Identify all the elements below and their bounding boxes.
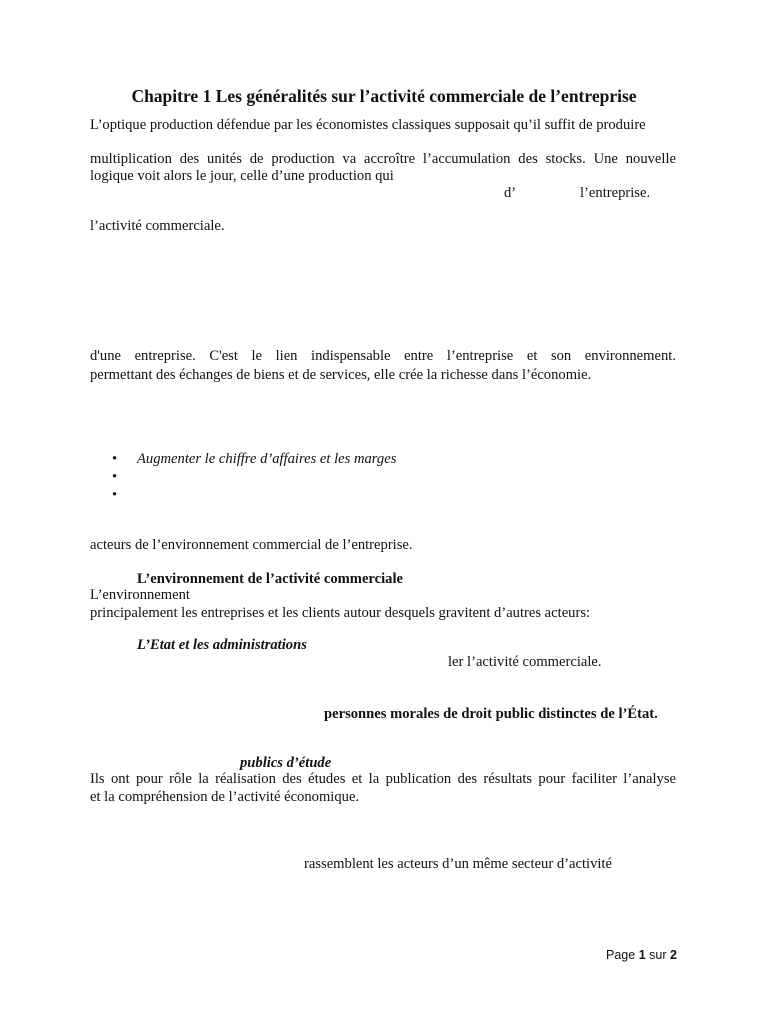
paragraph-line: acteurs de l’environnement commercial de l’entreprise. bbox=[90, 537, 413, 553]
paragraph-line: et la compréhension de l’activité économique. bbox=[90, 789, 360, 805]
bullet-marker: • bbox=[112, 487, 118, 503]
page-number bbox=[606, 947, 677, 963]
subsection-heading: L’Etat et les administrations bbox=[137, 637, 307, 653]
total-pages: 2 bbox=[669, 948, 677, 962]
section-heading: L’environnement de l’activité commerciale bbox=[137, 571, 404, 587]
page-of-label: sur bbox=[649, 948, 667, 962]
paragraph-line: L’optique production défendue par les économistes classiques supposait qu’il suffit de produire bbox=[90, 117, 646, 133]
paragraph-line: Ils ont pour rôle la réalisation des études et la publication des résultats pour faciliter l’analyse bbox=[90, 771, 676, 787]
bold-phrase: personnes morales de droit public distinctes de l’État. bbox=[324, 706, 658, 722]
paragraph-line: multiplication des unités de production va accroître l’accumulation des stocks. Une nouvelle bbox=[90, 151, 676, 167]
chapter-title: Chapitre 1 Les généralités sur l’activité commerciale de l’entreprise bbox=[131, 86, 637, 106]
paragraph-fragment: l’entreprise. bbox=[580, 185, 651, 201]
bullet-marker: • bbox=[112, 469, 118, 485]
subsection-heading: publics d’étude bbox=[240, 755, 332, 771]
bullet-item: Augmenter le chiffre d’affaires et les marges bbox=[137, 451, 397, 467]
paragraph-fragment: d’ bbox=[504, 185, 517, 201]
paragraph-line: principalement les entreprises et les clients autour desquels gravitent d’autres acteurs: bbox=[90, 605, 591, 621]
current-page: 1 bbox=[638, 948, 646, 962]
paragraph-fragment: ler l’activité commerciale. bbox=[448, 654, 602, 670]
paragraph-line: L’environnement bbox=[90, 587, 190, 603]
paragraph-fragment: rassemblent les acteurs d’un même secteur d’activité bbox=[304, 856, 612, 872]
paragraph-line: l’activité commerciale. bbox=[90, 218, 225, 234]
paragraph-line: logique voit alors le jour, celle d’une production qui bbox=[90, 168, 394, 184]
bullet-marker: • bbox=[112, 451, 118, 467]
paragraph-line: permettant des échanges de biens et de services, elle crée la richesse dans l’économie. bbox=[90, 367, 592, 383]
page-label: Page bbox=[606, 948, 636, 962]
paragraph-line: d'une entreprise. C'est le lien indispensable entre l’entreprise et son environnement. bbox=[90, 348, 676, 364]
